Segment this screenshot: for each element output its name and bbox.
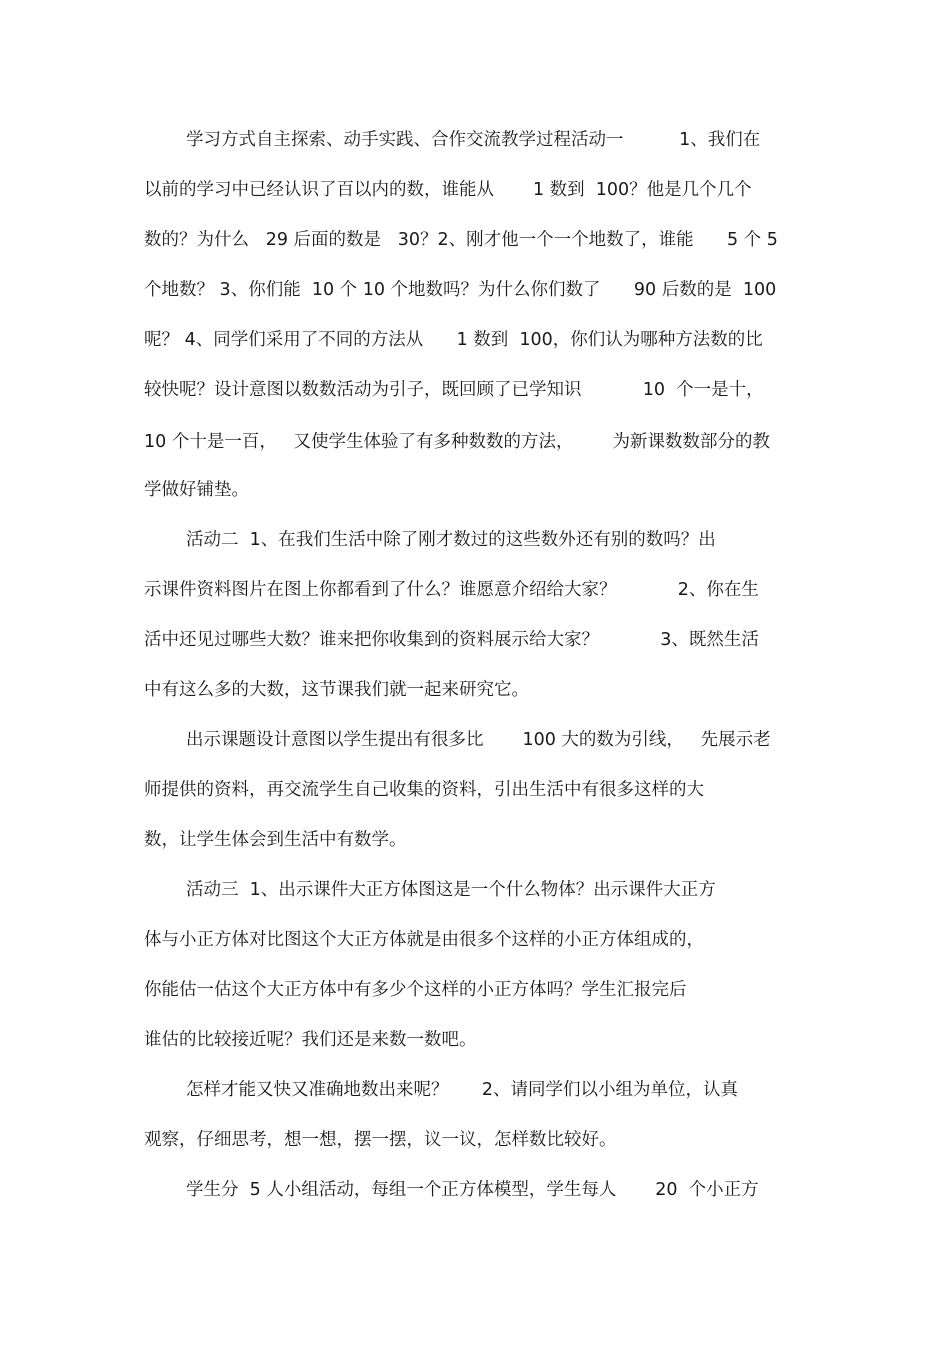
paragraph-1-line-3: 数的？为什么 29 后面的数是 30？2、刚才他一个一个地数了，谁能 5 个 5 [144, 230, 778, 250]
paragraph-2-line-2: 示课件资料图片在图上你都看到了什么？谁愿意介绍给大家？ 2、你在生 [144, 580, 759, 600]
paragraph-3-line-1: 出示课题设计意图以学生提出有很多比 100 大的数为引线， 先展示老 [186, 730, 771, 750]
paragraph-1-line-2: 以前的学习中已经认识了百以内的数，谁能从 1 数到 100？他是几个几个 [144, 180, 752, 200]
paragraph-2-line-3: 活中还见过哪些大数？谁来把你收集到的资料展示给大家？ 3、既然生活 [144, 630, 759, 650]
paragraph-4-line-2: 体与小正方体对比图这个大正方体就是由很多个这样的小正方体组成的， [144, 930, 704, 950]
paragraph-5-line-1: 怎样才能又快又准确地数出来呢？ 2、请同学们以小组为单位，认真 [186, 1080, 739, 1100]
paragraph-1-line-8: 学做好铺垫。 [144, 480, 249, 500]
paragraph-3-line-3: 数，让学生体会到生活中有数学。 [144, 830, 407, 850]
paragraph-1-line-5: 呢？ 4、同学们采用了不同的方法从 1 数到 100，你们认为哪种方法数的比 [144, 330, 763, 350]
paragraph-1-line-4: 个地数？ 3、你们能 10 个 10 个地数吗？为什么你们数了 90 后数的是 100 [144, 280, 777, 300]
paragraph-5-line-2: 观察，仔细思考，想一想，摆一摆，议一议，怎样数比较好。 [144, 1130, 617, 1150]
paragraph-1-line-6: 较快呢？设计意图以数数活动为引子，既回顾了已学知识 10 个一是十， [144, 380, 764, 400]
paragraph-4-line-4: 谁估的比较接近呢？我们还是来数一数吧。 [144, 1030, 477, 1050]
paragraph-4-line-1: 活动三 1、出示课件大正方体图这是一个什么物体？出示课件大正方 [186, 880, 716, 900]
paragraph-6-line-1: 学生分 5 人小组活动，每组一个正方体模型，学生每人 20 个小正方 [186, 1180, 759, 1200]
paragraph-2-line-4: 中有这么多的大数，这节课我们就一起来研究它。 [144, 680, 529, 700]
paragraph-4-line-3: 你能估一估这个大正方体中有多少个这样的小正方体吗？学生汇报完后 [144, 980, 687, 1000]
paragraph-2-line-1: 活动二 1、在我们生活中除了刚才数过的这些数外还有别的数吗？出 [186, 530, 716, 550]
paragraph-1-line-7: 10 个十是一百， 又使学生体验了有多种数数的方法， 为新课数数部分的教 [144, 432, 770, 452]
paragraph-1-line-1: 学习方式自主探索、动手实践、合作交流教学过程活动一 1、我们在 [186, 130, 761, 150]
paragraph-3-line-2: 师提供的资料，再交流学生自己收集的资料，引出生活中有很多这样的大 [144, 780, 704, 800]
